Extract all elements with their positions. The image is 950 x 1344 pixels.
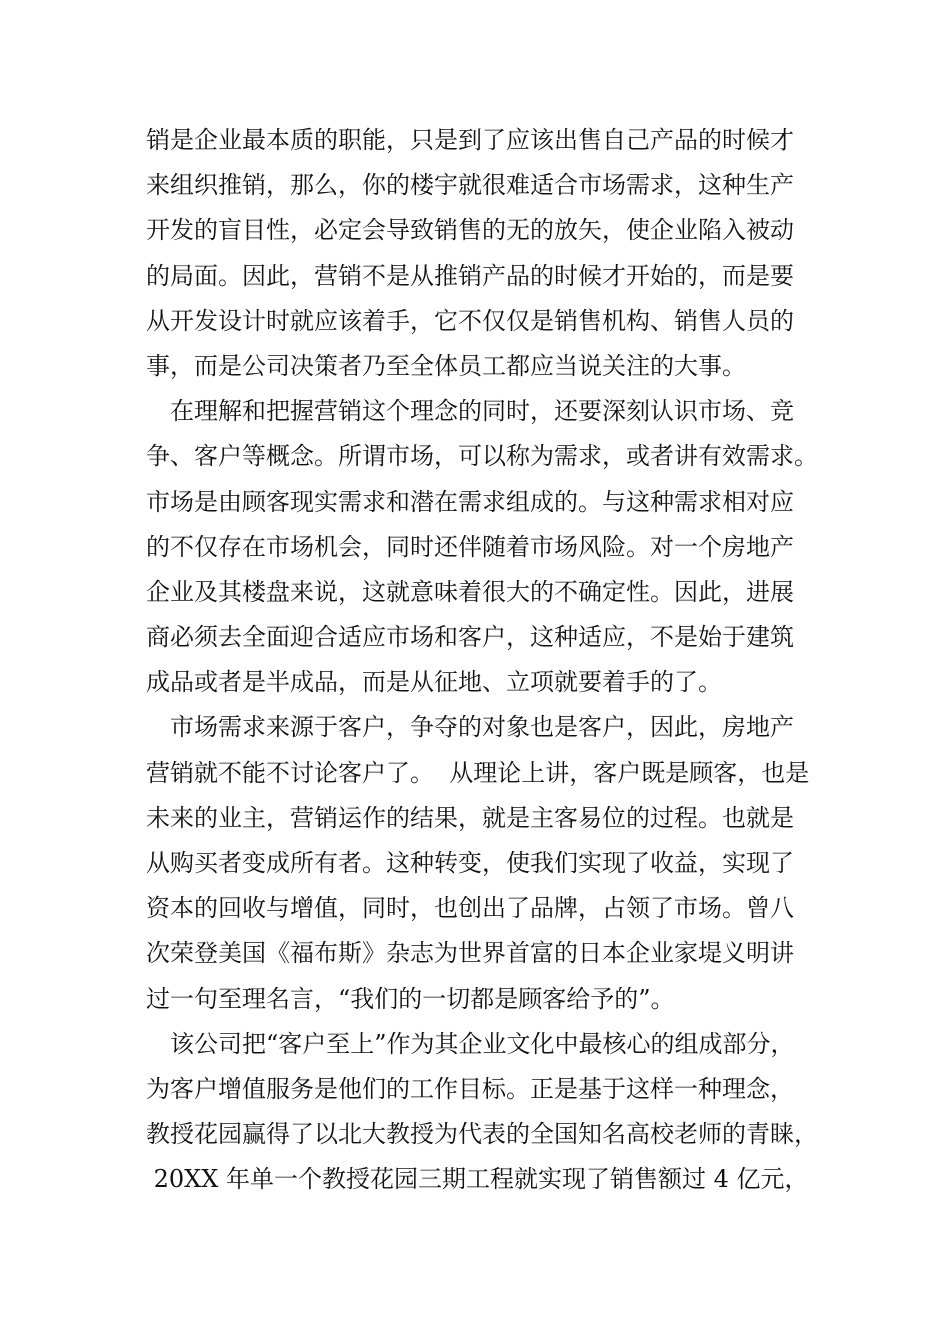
text-line: 过一句至理名言，“我们的一切都是顾客给予的”。 bbox=[146, 984, 675, 1013]
text-line: 争、客户等概念。所谓市场，可以称为需求，或者讲有效需求。 bbox=[146, 442, 818, 471]
text-line: 来组织推销，那么，你的楼宇就很难适合市场需求，这种生产 bbox=[146, 171, 794, 200]
text-line: 从购买者变成所有者。这种转变，使我们实现了收益，实现了 bbox=[146, 849, 794, 877]
text-line: 营销就不能不讨论客户了。 从理论上讲，客户既是顾客，也是 bbox=[146, 758, 810, 787]
text-line: 的局面。因此，营销不是从推销产品的时候才开始的，而是要 bbox=[146, 261, 794, 290]
text-line: 该公司把“客户至上”作为其企业文化中最核心的组成部分， bbox=[146, 1029, 795, 1058]
text-line: 市场是由顾客现实需求和潜在需求组成的。与这种需求相对应 bbox=[146, 487, 794, 516]
body-text bbox=[146, 118, 836, 1203]
text-line: 市场需求来源于客户，争夺的对象也是客户，因此，房地产 bbox=[146, 713, 794, 742]
text-line: 事，而是公司决策者乃至全体员工都应当说关注的大事。 bbox=[146, 351, 746, 380]
text-line: 为客户增值服务是他们的工作目标。正是基于这样一种理念， bbox=[146, 1074, 794, 1103]
text-line: 从开发设计时就应该着手，它不仅仅是销售机构、销售人员的 bbox=[146, 306, 794, 335]
text-line: 开发的盲目性，必定会导致销售的无的放矢，使企业陷入被动 bbox=[146, 216, 794, 245]
text-line: 在理解和把握营销这个理念的同时，还要深刻认识市场、竞 bbox=[146, 397, 794, 426]
text-line: 企业及其楼盘来说，这就意味着很大的不确定性。因此，进展 bbox=[146, 577, 794, 606]
text-line: 的不仅存在市场机会，同时还伴随着市场风险。对一个房地产 bbox=[146, 532, 794, 561]
text-line: 成品或者是半成品，而是从征地、立项就要着手的了。 bbox=[146, 668, 722, 697]
text-line: 20XX 年单一个教授花园三期工程就实现了销售额过 4 亿元， bbox=[146, 1165, 809, 1194]
text-line: 商必须去全面迎合适应市场和客户，这种适应，不是始于建筑 bbox=[146, 623, 794, 652]
text-line: 未来的业主，营销运作的结果，就是主客易位的过程。也就是 bbox=[146, 803, 794, 832]
text-line: 资本的回收与增值，同时，也创出了品牌，占领了市场。曾八 bbox=[146, 894, 794, 923]
text-line: 销是企业最本质的职能，只是到了应该出售自己产品的时候才 bbox=[146, 126, 794, 154]
text-line: 次荣登美国《福布斯》杂志为世界首富的日本企业家堤义明讲 bbox=[146, 939, 794, 968]
text-line: 教授花园赢得了以北大教授为代表的全国知名高校老师的青睐， bbox=[146, 1120, 818, 1149]
